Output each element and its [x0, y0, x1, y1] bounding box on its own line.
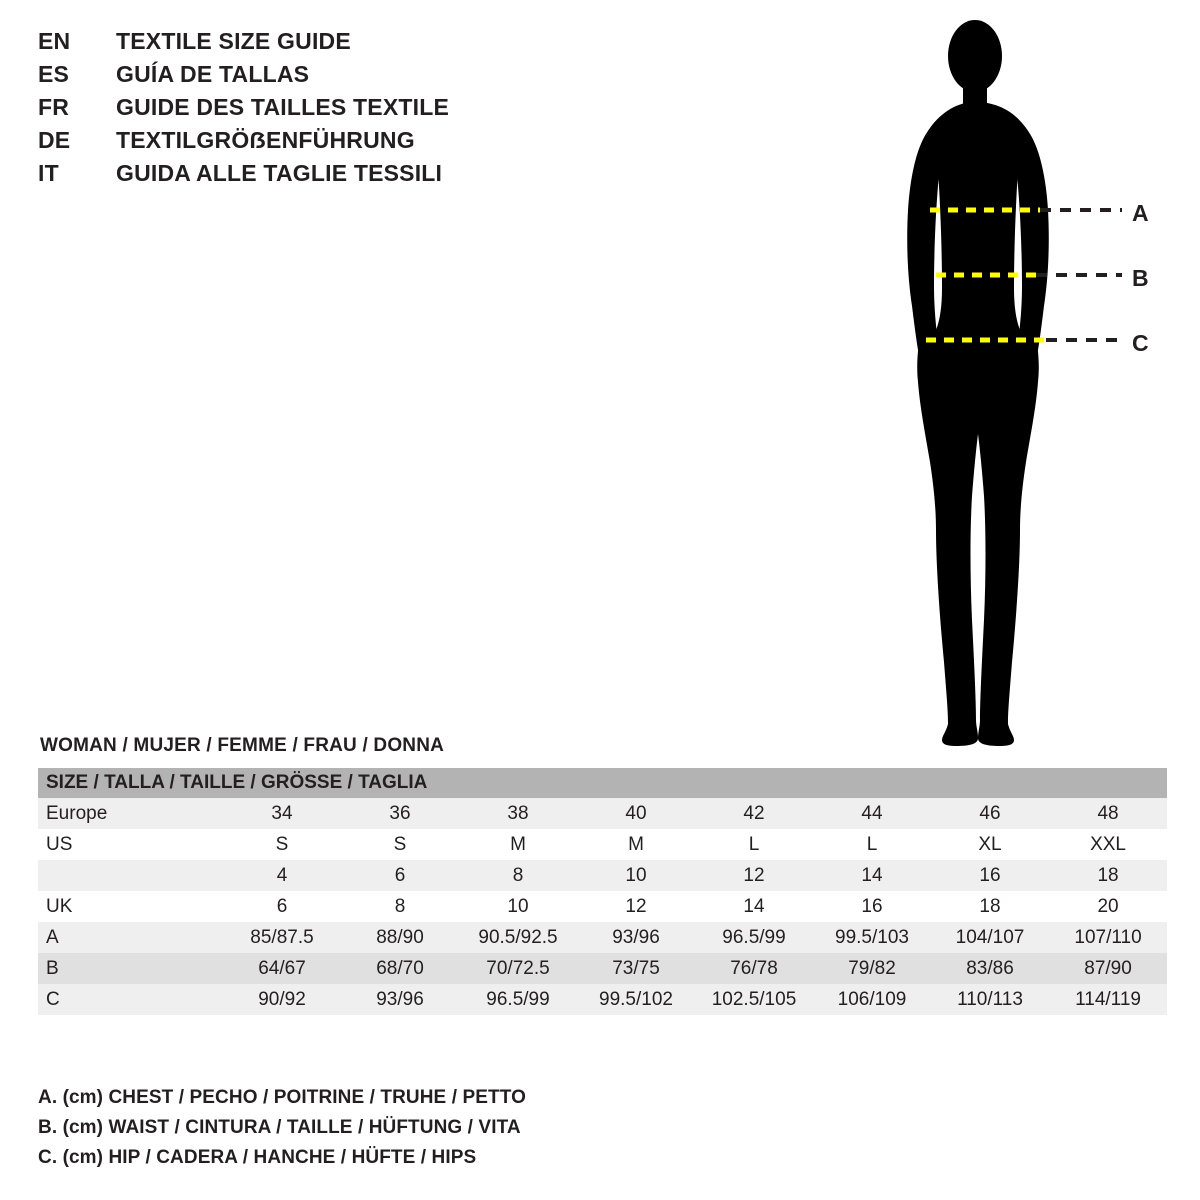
table-cell: XXL — [1049, 829, 1167, 860]
language-title: GUIDA ALLE TAGLIE TESSILI — [116, 160, 443, 186]
table-cell: 93/96 — [341, 984, 459, 1015]
table-cell: 88/90 — [341, 922, 459, 953]
table-cell: 20 — [1049, 891, 1167, 922]
table-cell: 38 — [459, 798, 577, 829]
row-label: A — [38, 922, 223, 953]
table-header-label: SIZE / TALLA / TAILLE / GRÖSSE / TAGLIA — [38, 768, 1167, 798]
table-row — [38, 829, 1167, 860]
table-row — [38, 798, 1167, 829]
table-cell: 76/78 — [695, 953, 813, 984]
table-cell: 6 — [223, 891, 341, 922]
table-cell: L — [695, 829, 813, 860]
language-title: TEXTILE SIZE GUIDE — [116, 28, 351, 54]
woman-silhouette-icon — [860, 10, 1190, 750]
table-cell: 106/109 — [813, 984, 931, 1015]
table-row — [38, 922, 1167, 953]
table-cell: 12 — [695, 860, 813, 891]
table-row — [38, 953, 1167, 984]
table-cell: 14 — [813, 860, 931, 891]
table-cell: 110/113 — [931, 984, 1049, 1015]
table-cell: 16 — [813, 891, 931, 922]
table-cell: 4 — [223, 860, 341, 891]
table-cell: M — [577, 829, 695, 860]
row-label: UK — [38, 891, 223, 922]
row-label — [38, 860, 223, 891]
table-row — [38, 860, 1167, 891]
measure-label-a: A — [1132, 200, 1149, 226]
table-cell: 96.5/99 — [695, 922, 813, 953]
table-cell: 87/90 — [1049, 953, 1167, 984]
language-row — [38, 28, 558, 61]
table-cell: 10 — [577, 860, 695, 891]
table-cell: 114/119 — [1049, 984, 1167, 1015]
row-label: C — [38, 984, 223, 1015]
table-row — [38, 984, 1167, 1015]
table-cell: 85/87.5 — [223, 922, 341, 953]
table-cell: 102.5/105 — [695, 984, 813, 1015]
table-cell: 93/96 — [577, 922, 695, 953]
table-cell: S — [341, 829, 459, 860]
table-cell: 16 — [931, 860, 1049, 891]
row-label: US — [38, 829, 223, 860]
table-cell: 18 — [1049, 860, 1167, 891]
language-row — [38, 94, 558, 127]
table-cell: 8 — [459, 860, 577, 891]
footnote-waist: B. (cm) WAIST / CINTURA / TAILLE / HÜFTUNG / VITA — [38, 1117, 521, 1138]
measure-label-c: C — [1132, 330, 1149, 356]
table-cell: L — [813, 829, 931, 860]
table-cell: 40 — [577, 798, 695, 829]
table-cell: 12 — [577, 891, 695, 922]
table-cell: 46 — [931, 798, 1049, 829]
table-cell: 83/86 — [931, 953, 1049, 984]
table-cell: 99.5/103 — [813, 922, 931, 953]
table-cell: 34 — [223, 798, 341, 829]
figure-container — [860, 10, 1190, 750]
language-title: TEXTILGRÖẞENFÜHRUNG — [116, 127, 415, 153]
row-label: B — [38, 953, 223, 984]
size-table — [38, 768, 1167, 1015]
table-cell: 6 — [341, 860, 459, 891]
language-row — [38, 127, 558, 160]
language-code: FR — [38, 94, 70, 120]
language-title: GUÍA DE TALLAS — [116, 61, 310, 87]
table-cell: 8 — [341, 891, 459, 922]
table-cell: XL — [931, 829, 1049, 860]
table-cell: 79/82 — [813, 953, 931, 984]
table-cell: 90/92 — [223, 984, 341, 1015]
language-row — [38, 160, 558, 193]
size-table-area — [38, 735, 1163, 1015]
language-code: IT — [38, 160, 59, 186]
measure-label-b: B — [1132, 265, 1149, 291]
footnote-chest: A. (cm) CHEST / PECHO / POITRINE / TRUHE / PETTO — [38, 1087, 526, 1108]
table-cell: 18 — [931, 891, 1049, 922]
section-title: WOMAN / MUJER / FEMME / FRAU / DONNA — [40, 735, 445, 756]
table-cell: 42 — [695, 798, 813, 829]
footnote-list — [38, 1088, 938, 1178]
language-code: ES — [38, 61, 70, 87]
footnote-hip: C. (cm) HIP / CADERA / HANCHE / HÜFTE / HIPS — [38, 1147, 477, 1168]
table-cell: 14 — [695, 891, 813, 922]
language-row — [38, 61, 558, 94]
table-cell: 90.5/92.5 — [459, 922, 577, 953]
table-cell: 107/110 — [1049, 922, 1167, 953]
table-cell: 36 — [341, 798, 459, 829]
language-title-list — [38, 28, 558, 193]
table-header-row — [38, 768, 1167, 798]
table-cell: S — [223, 829, 341, 860]
table-cell: M — [459, 829, 577, 860]
language-title: GUIDE DES TAILLES TEXTILE — [116, 94, 449, 120]
language-code: EN — [38, 28, 71, 54]
table-cell: 70/72.5 — [459, 953, 577, 984]
table-cell: 68/70 — [341, 953, 459, 984]
language-code: DE — [38, 127, 71, 153]
table-cell: 64/67 — [223, 953, 341, 984]
table-cell: 10 — [459, 891, 577, 922]
table-cell: 96.5/99 — [459, 984, 577, 1015]
table-cell: 99.5/102 — [577, 984, 695, 1015]
table-cell: 73/75 — [577, 953, 695, 984]
table-row — [38, 891, 1167, 922]
table-cell: 44 — [813, 798, 931, 829]
table-cell: 48 — [1049, 798, 1167, 829]
row-label: Europe — [38, 798, 223, 829]
table-cell: 104/107 — [931, 922, 1049, 953]
